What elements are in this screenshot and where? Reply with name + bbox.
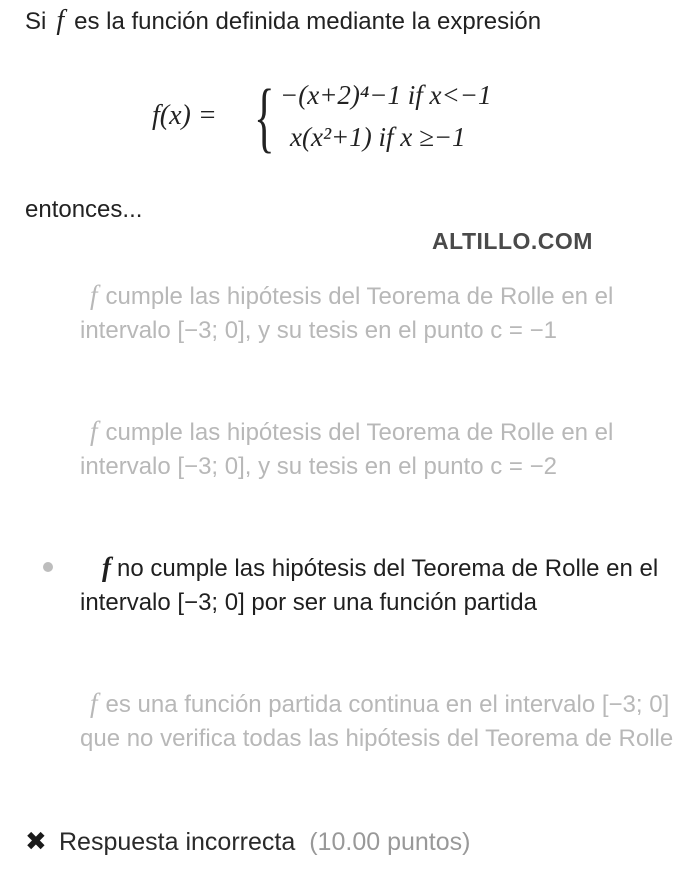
answer-option-1[interactable] [80, 278, 680, 348]
option-1-text: cumple las hipótesis del Teorema de Rolle en el intervalo [−3; 0], y su tesis en el punto c = −1 [80, 283, 614, 344]
question-prefix: Si [25, 8, 47, 35]
watermark: ALTILLO.COM [432, 228, 593, 254]
option-2-function-symbol: f [90, 416, 98, 446]
option-4-function-symbol: f [90, 688, 98, 718]
option-4-text: es una función partida continua en el intervalo [−3; 0] que no verifica todas las hipótesis del Teorema de Rolle [80, 691, 674, 752]
answer-option-2[interactable] [80, 414, 680, 484]
piecewise-formula [152, 73, 592, 168]
function-symbol: f [56, 5, 65, 36]
option-1-function-symbol: f [90, 280, 98, 310]
cross-icon: ✖ [25, 826, 47, 856]
result-points: (10.00 puntos) [309, 828, 471, 856]
question-suffix: es la función definida mediante la expresión [74, 8, 542, 35]
question-text [25, 4, 695, 39]
then-label: entonces... [25, 196, 143, 223]
option-2-text: cumple las hipótesis del Teorema de Rolle en el intervalo [−3; 0], y su tesis en el punto c = −2 [80, 419, 614, 480]
result-feedback [25, 826, 470, 857]
formula-case-1: −(x+2)⁴−1 if x<−1 [280, 80, 492, 110]
result-label: Respuesta incorrecta [59, 828, 296, 856]
formula-brace: { [254, 73, 275, 160]
option-3-text: no cumple las hipótesis del Teorema de Rolle en el intervalo [−3; 0] por ser una función partida [80, 555, 659, 616]
answer-option-3[interactable] [80, 550, 680, 620]
formula-lhs: f(x) = [152, 100, 217, 131]
answer-option-4[interactable] [80, 686, 680, 756]
option-3-function-symbol: f [102, 552, 111, 582]
selected-radio-dot[interactable] [43, 562, 53, 572]
formula-case-2: x(x²+1) if x ≥−1 [290, 122, 466, 152]
